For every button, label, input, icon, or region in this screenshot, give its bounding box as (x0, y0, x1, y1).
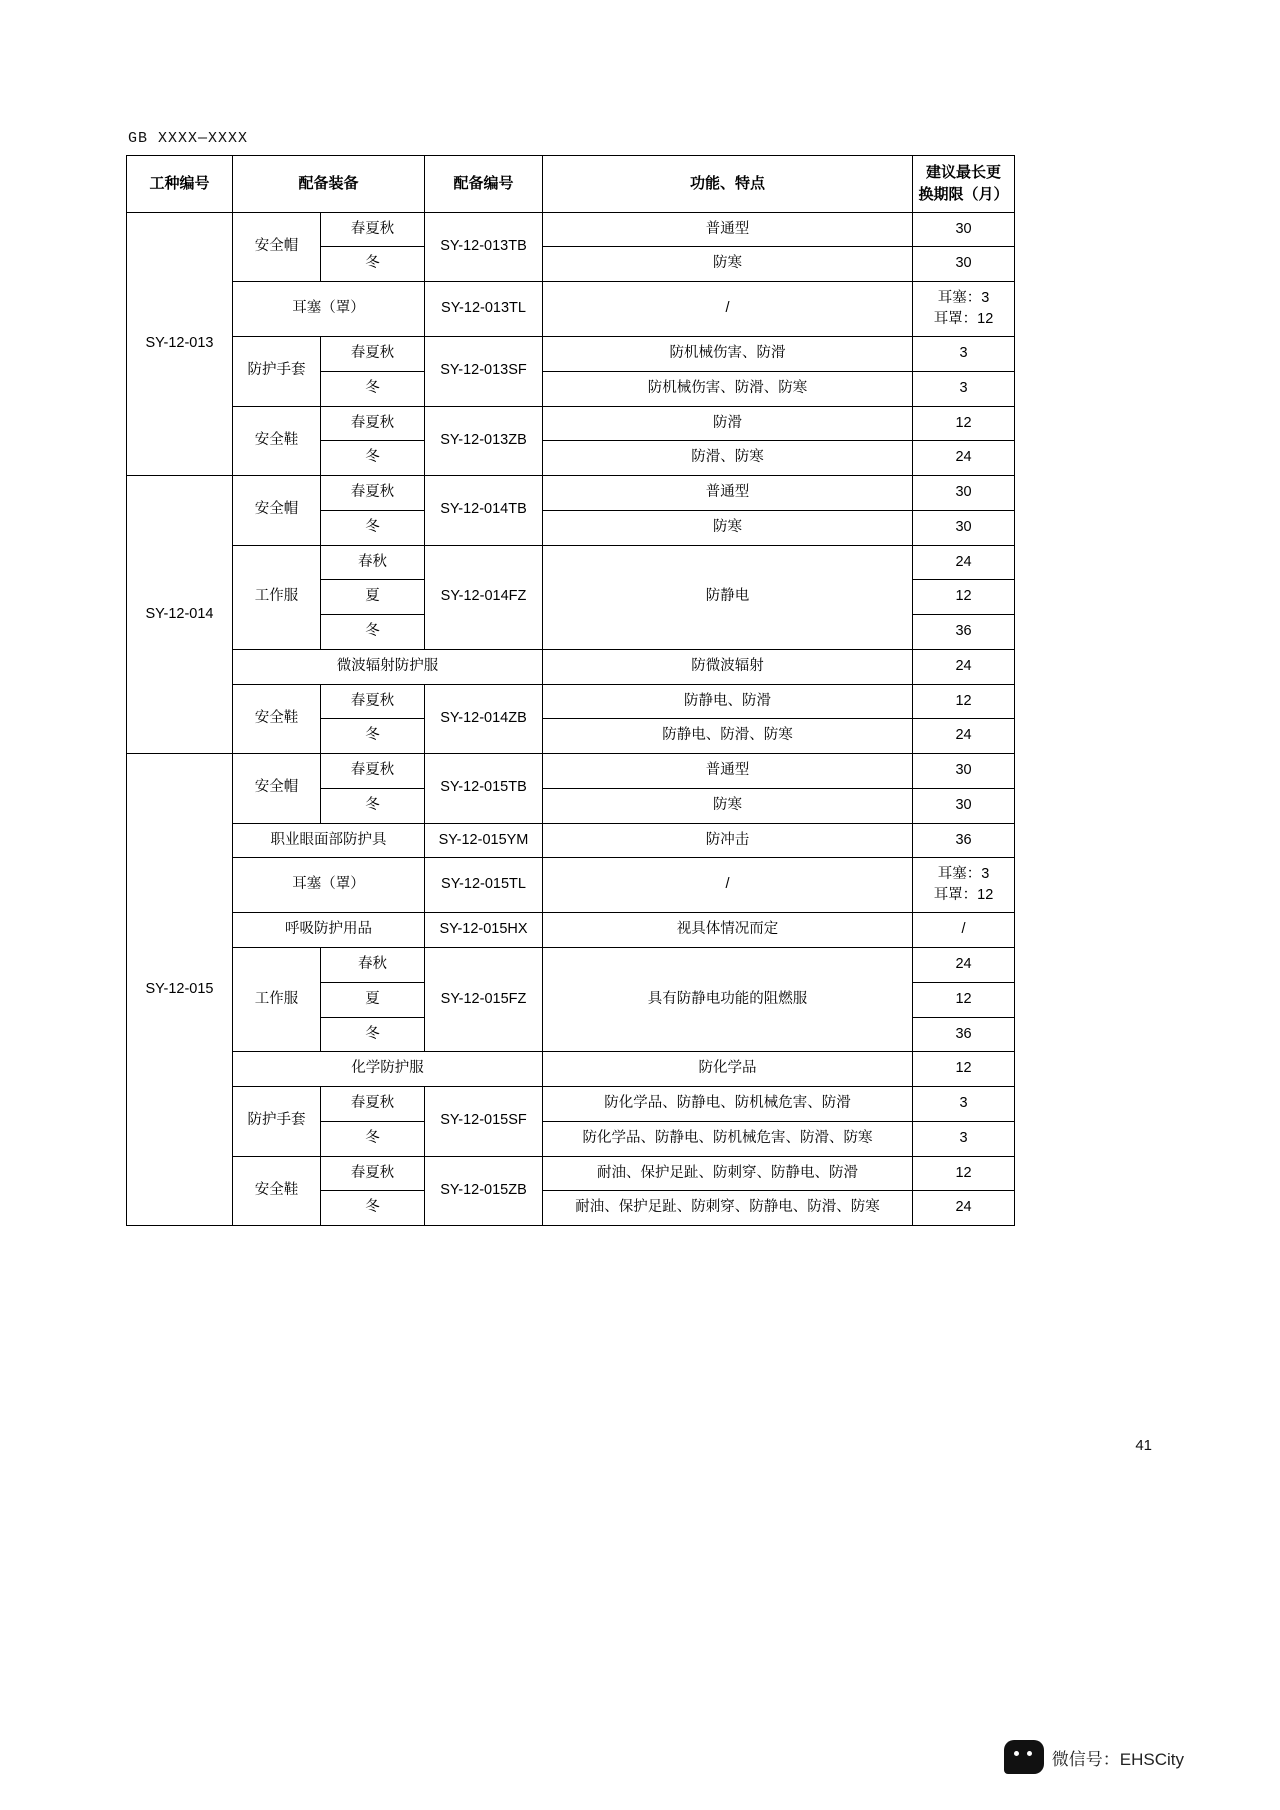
equipment-code: SY-12-014ZB (425, 684, 543, 754)
equipment-name: 职业眼面部防护具 (233, 823, 425, 858)
season-cell: 冬 (321, 1017, 425, 1052)
season-cell: 春夏秋 (321, 1156, 425, 1191)
period-cell: 12 (913, 1052, 1015, 1087)
job-code-cell: SY-12-014 (127, 476, 233, 754)
equipment-code: SY-12-015TB (425, 754, 543, 824)
feature-cell: 防滑、防寒 (543, 441, 913, 476)
season-cell: 冬 (321, 1191, 425, 1226)
table-row (127, 406, 1015, 441)
season-cell: 春夏秋 (321, 476, 425, 511)
header-period-line1: 建议最长更 (926, 164, 1002, 181)
equipment-code: SY-12-014FZ (425, 545, 543, 649)
equipment-name: 工作服 (233, 948, 321, 1052)
period-cell: / (913, 913, 1015, 948)
season-cell: 冬 (321, 719, 425, 754)
table-row (127, 858, 1015, 913)
table-row (127, 545, 1015, 580)
table-header (127, 156, 1015, 213)
season-cell: 春夏秋 (321, 337, 425, 372)
equipment-code: SY-12-014TB (425, 476, 543, 546)
period-cell: 24 (913, 948, 1015, 983)
period-cell: 30 (913, 247, 1015, 282)
header-function-features: 功能、特点 (543, 156, 913, 213)
ppe-allocation-table (126, 155, 1015, 1226)
equipment-code: SY-12-015HX (425, 913, 543, 948)
feature-cell: / (543, 282, 913, 337)
equipment-code: SY-12-013ZB (425, 406, 543, 476)
equipment-name: 安全帽 (233, 212, 321, 282)
equipment-name: 微波辐射防护服 (233, 649, 543, 684)
feature-cell: 防寒 (543, 247, 913, 282)
period-cell: 30 (913, 754, 1015, 789)
period-cell: 3 (913, 371, 1015, 406)
equipment-name: 防护手套 (233, 337, 321, 407)
equipment-code: SY-12-015ZB (425, 1156, 543, 1226)
season-cell: 冬 (321, 441, 425, 476)
equipment-name: 化学防护服 (233, 1052, 543, 1087)
table-header-row (127, 156, 1015, 213)
feature-cell: 普通型 (543, 476, 913, 511)
equipment-code: SY-12-015FZ (425, 948, 543, 1052)
season-cell: 冬 (321, 510, 425, 545)
period-line2: 耳罩：12 (933, 887, 994, 904)
equipment-name: 安全鞋 (233, 406, 321, 476)
period-cell: 3 (913, 1087, 1015, 1122)
season-cell: 春夏秋 (321, 684, 425, 719)
table-row (127, 476, 1015, 511)
job-code-cell: SY-12-013 (127, 212, 233, 476)
table-row (127, 1156, 1015, 1191)
season-cell: 春秋 (321, 545, 425, 580)
season-cell: 冬 (321, 615, 425, 650)
table-body (127, 212, 1015, 1226)
period-cell (913, 858, 1015, 913)
feature-cell: 耐油、保护足趾、防刺穿、防静电、防滑 (543, 1156, 913, 1191)
period-line1: 耳塞：3 (937, 290, 990, 306)
feature-cell: 防化学品、防静电、防机械危害、防滑 (543, 1087, 913, 1122)
equipment-name: 安全鞋 (233, 684, 321, 754)
table-row (127, 754, 1015, 789)
period-cell: 24 (913, 545, 1015, 580)
header-job-code: 工种编号 (127, 156, 233, 213)
equipment-name: 耳塞（罩） (233, 282, 425, 337)
feature-cell: 普通型 (543, 754, 913, 789)
equipment-code: SY-12-015TL (425, 858, 543, 913)
wechat-account-text: 微信号：EHSCity (1051, 1749, 1184, 1769)
wechat-icon (1004, 1740, 1044, 1774)
feature-cell: 防化学品 (543, 1052, 913, 1087)
season-cell: 春夏秋 (321, 212, 425, 247)
header-equipment-code: 配备编号 (425, 156, 543, 213)
period-line2: 耳罩：12 (933, 311, 994, 328)
feature-cell: 防寒 (543, 788, 913, 823)
equipment-code: SY-12-013TB (425, 212, 543, 282)
equipment-name: 耳塞（罩） (233, 858, 425, 913)
equipment-name: 防护手套 (233, 1087, 321, 1157)
season-cell: 春夏秋 (321, 754, 425, 789)
equipment-code: SY-12-013TL (425, 282, 543, 337)
period-cell: 12 (913, 1156, 1015, 1191)
period-cell: 30 (913, 510, 1015, 545)
equipment-code: SY-12-013SF (425, 337, 543, 407)
season-cell: 春夏秋 (321, 1087, 425, 1122)
period-cell: 3 (913, 1121, 1015, 1156)
header-period-line2: 换期限（月） (918, 185, 1009, 203)
equipment-code: SY-12-015YM (425, 823, 543, 858)
job-code-cell: SY-12-015 (127, 754, 233, 1226)
table-row (127, 823, 1015, 858)
header-equipment: 配备装备 (233, 156, 425, 213)
feature-cell: 视具体情况而定 (543, 913, 913, 948)
table-row (127, 212, 1015, 247)
feature-cell: 防寒 (543, 510, 913, 545)
feature-cell: 防静电、防滑 (543, 684, 913, 719)
season-cell: 夏 (321, 580, 425, 615)
period-cell: 24 (913, 441, 1015, 476)
equipment-name: 呼吸防护用品 (233, 913, 425, 948)
feature-cell: 普通型 (543, 212, 913, 247)
period-cell: 24 (913, 1191, 1015, 1226)
table-row (127, 1087, 1015, 1122)
feature-cell: 耐油、保护足趾、防刺穿、防静电、防滑、防寒 (543, 1191, 913, 1226)
period-cell: 12 (913, 580, 1015, 615)
table-row (127, 948, 1015, 983)
page-number: 41 (1135, 1437, 1152, 1454)
document-standard-code: GB XXXX—XXXX (128, 130, 249, 147)
feature-cell: 防静电、防滑、防寒 (543, 719, 913, 754)
feature-cell: 防机械伤害、防滑、防寒 (543, 371, 913, 406)
equipment-name: 工作服 (233, 545, 321, 649)
season-cell: 冬 (321, 247, 425, 282)
feature-cell: 防冲击 (543, 823, 913, 858)
period-cell: 36 (913, 615, 1015, 650)
table-row (127, 337, 1015, 372)
season-cell: 冬 (321, 788, 425, 823)
period-cell: 24 (913, 719, 1015, 754)
equipment-code: SY-12-015SF (425, 1087, 543, 1157)
wechat-footer-badge (1004, 1740, 1184, 1774)
period-line1: 耳塞：3 (937, 866, 990, 883)
table-row (127, 684, 1015, 719)
equipment-name: 安全鞋 (233, 1156, 321, 1226)
feature-cell: 防机械伤害、防滑 (543, 337, 913, 372)
period-cell: 12 (913, 982, 1015, 1017)
period-cell: 30 (913, 212, 1015, 247)
season-cell: 春秋 (321, 948, 425, 983)
feature-cell: 防静电 (543, 545, 913, 649)
feature-cell: / (543, 858, 913, 913)
season-cell: 春夏秋 (321, 406, 425, 441)
period-cell: 36 (913, 823, 1015, 858)
period-cell: 12 (913, 406, 1015, 441)
period-cell (913, 282, 1015, 337)
table-row (127, 913, 1015, 948)
feature-cell: 防微波辐射 (543, 649, 913, 684)
period-cell: 30 (913, 788, 1015, 823)
feature-cell: 具有防静电功能的阻燃服 (543, 948, 913, 1052)
period-cell: 36 (913, 1017, 1015, 1052)
table-row (127, 282, 1015, 337)
feature-cell: 防化学品、防静电、防机械危害、防滑、防寒 (543, 1121, 913, 1156)
season-cell: 夏 (321, 982, 425, 1017)
period-cell: 24 (913, 649, 1015, 684)
header-replacement-period (913, 156, 1015, 213)
equipment-name: 安全帽 (233, 476, 321, 546)
table-row (127, 1052, 1015, 1087)
table-row (127, 649, 1015, 684)
period-cell: 30 (913, 476, 1015, 511)
period-cell: 3 (913, 337, 1015, 372)
equipment-name: 安全帽 (233, 754, 321, 824)
season-cell: 冬 (321, 371, 425, 406)
period-cell: 12 (913, 684, 1015, 719)
season-cell: 冬 (321, 1121, 425, 1156)
feature-cell: 防滑 (543, 406, 913, 441)
